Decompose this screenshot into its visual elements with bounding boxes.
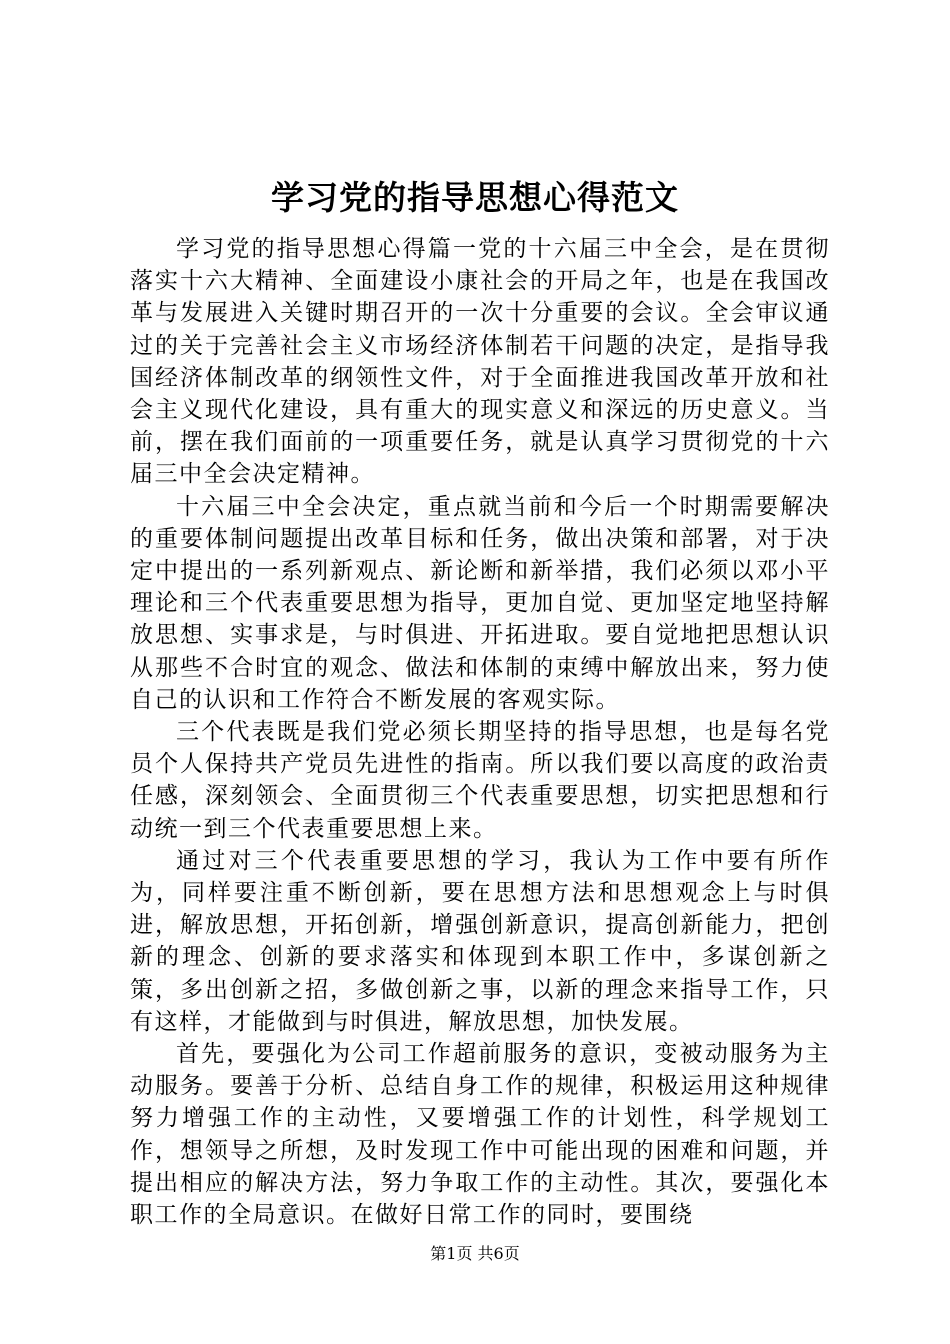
document-body bbox=[130, 233, 830, 1231]
page-number: 第1页 共6页 bbox=[430, 1244, 520, 1263]
paragraph-5: 首先，要强化为公司工作超前服务的意识，变被动服务为主动服务。要善于分析、总结自身工作的规律，积极运用这种规律努力增强工作的主动性，又要增强工作的计划性，科学规划工作，想领导之所想，及时发现工作中可能出现的困难和问题，并提出相应的解决方法，努力争取工作的主动性。其次，要强化本职工作的全局意识。在做好日常工作的同时，要围绕 bbox=[130, 1041, 830, 1229]
paragraph-4: 通过对三个代表重要思想的学习，我认为工作中要有所作为，同样要注重不断创新，要在思想方法和思想观念上与时俱进，解放思想，开拓创新，增强创新意识，提高创新能力，把创新的理念、创新的要求落实和体现到本职工作中，多谋创新之策，多出创新之招，多做创新之事，以新的理念来指导工作，只有这样，才能做到与时俱进，解放思想，加快发展。 bbox=[130, 847, 830, 1035]
paragraph-3: 三个代表既是我们党必须长期坚持的指导思想，也是每名党员个人保持共产党员先进性的指南。所以我们要以高度的政治责任感，深刻领会、全面贯彻三个代表重要思想，切实把思想和行动统一到三个代表重要思想上来。 bbox=[130, 719, 830, 842]
document-title: 学习党的指导思想心得范文 bbox=[271, 178, 679, 217]
paragraph-1: 学习党的指导思想心得篇一党的十六届三中全会，是在贯彻落实十六大精神、全面建设小康社会的开局之年，也是在我国改革与发展进入关键时期召开的一次十分重要的会议。全会审议通过的关于完善社会主义市场经济体制若干问题的决定，是指导我国经济体制改革的纲领性文件，对于全面推进我国改革开放和社会主义现代化建设，具有重大的现实意义和深远的历史意义。当前，摆在我们面前的一项重要任务，就是认真学习贯彻党的十六届三中全会决定精神。 bbox=[130, 236, 830, 488]
paragraph-2: 十六届三中全会决定，重点就当前和今后一个时期需要解决的重要体制问题提出改革目标和任务，做出决策和部署，对于决定中提出的一系列新观点、新论断和新举措，我们必须以邓小平理论和三个代表重要思想为指导，更加自觉、更加坚定地坚持解放思想、实事求是，与时俱进、开拓进取。要自觉地把思想认识从那些不合时宜的观念、做法和体制的束缚中解放出来，努力使自己的认识和工作符合不断发展的客观实际。 bbox=[130, 493, 830, 713]
